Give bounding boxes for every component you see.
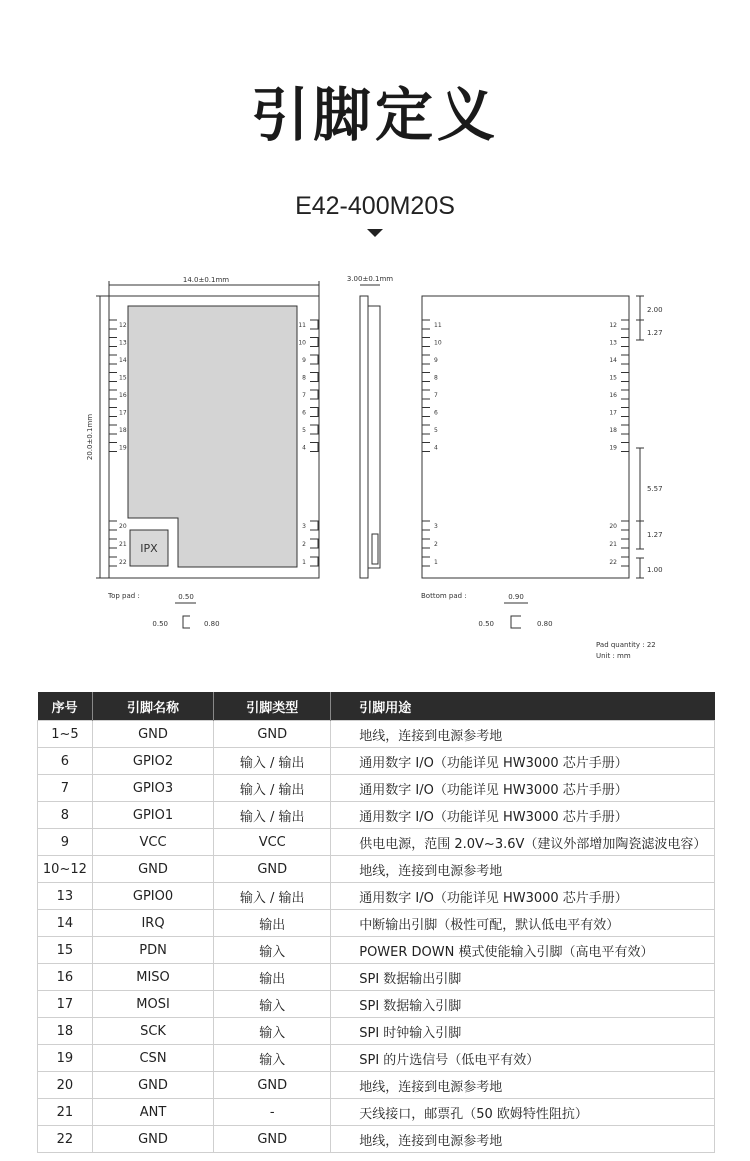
cell-index: 6	[38, 748, 93, 775]
cell-index: 18	[38, 1018, 93, 1045]
pin-pad	[109, 521, 117, 530]
cell-index: 19	[38, 1045, 93, 1072]
cell-index: 13	[38, 883, 93, 910]
pin-pad	[422, 408, 430, 417]
table-row	[38, 748, 715, 775]
pin-pad	[109, 390, 117, 399]
pin-number-label: 7	[302, 392, 306, 399]
cell-pin-type: 输入 / 输出	[214, 883, 331, 910]
top-pad-width-label: 0.50	[178, 593, 194, 601]
pin-number-label: 3	[302, 523, 306, 530]
pin-pad	[109, 443, 117, 452]
table-row	[38, 1126, 715, 1153]
bottom-view-outline	[422, 296, 629, 578]
cell-pin-usage: 通用数字 I/O（功能详见 HW3000 芯片手册）	[331, 883, 715, 910]
cell-pin-type: VCC	[214, 829, 331, 856]
pin-number-label: 20	[609, 523, 617, 530]
table-row	[38, 910, 715, 937]
pin-number-label: 14	[119, 357, 127, 364]
table-row	[38, 856, 715, 883]
pin-number-label: 14	[609, 357, 617, 364]
pin-number-label: 16	[119, 392, 127, 399]
table-row	[38, 964, 715, 991]
pin-pad	[422, 521, 430, 530]
cell-pin-name: GPIO0	[92, 883, 213, 910]
table-row	[38, 1045, 715, 1072]
cell-pin-usage: 地线，连接到电源参考地	[331, 856, 715, 883]
pin-number-label: 22	[119, 559, 127, 566]
cell-pin-name: CSN	[92, 1045, 213, 1072]
cell-pin-type: 输入 / 输出	[214, 748, 331, 775]
table-row	[38, 1099, 715, 1126]
header-pin-type: 引脚类型	[214, 692, 331, 721]
cell-pin-usage: POWER DOWN 模式使能输入引脚（高电平有效）	[331, 937, 715, 964]
pin-number-label: 21	[119, 541, 127, 548]
pin-pad	[310, 425, 318, 434]
bottom-pad-side-label: 0.50	[478, 620, 494, 628]
model-name: E42-400M20S	[295, 192, 455, 220]
cell-index: 10~12	[38, 856, 93, 883]
pin-pad	[109, 557, 117, 566]
pin-number-label: 9	[302, 357, 306, 364]
top-pad-label: Top pad :	[108, 592, 140, 600]
cell-index: 14	[38, 910, 93, 937]
pin-number-label: 13	[119, 339, 127, 347]
ipx-label: IPX	[140, 542, 158, 555]
pin-number-label: 13	[609, 339, 617, 347]
cell-index: 8	[38, 802, 93, 829]
pin-pad	[621, 408, 629, 417]
pin-pad	[621, 355, 629, 364]
pin-pad	[310, 355, 318, 364]
pin-number-label: 7	[434, 392, 438, 399]
vertical-dim-label: 1.00	[647, 566, 663, 574]
cell-pin-name: ANT	[92, 1099, 213, 1126]
header-index: 序号	[38, 692, 93, 721]
pin-number-label: 12	[119, 322, 127, 329]
cell-pin-type: 输入	[214, 1018, 331, 1045]
cell-pin-name: VCC	[92, 829, 213, 856]
cell-pin-name: PDN	[92, 937, 213, 964]
cell-pin-type: GND	[214, 856, 331, 883]
pin-pad	[109, 425, 117, 434]
pin-number-label: 3	[434, 523, 438, 530]
cell-pin-name: IRQ	[92, 910, 213, 937]
pin-pad	[310, 338, 318, 347]
width-dimension-label: 14.0±0.1mm	[182, 276, 230, 284]
cell-pin-name: GPIO3	[92, 775, 213, 802]
pin-number-label: 10	[298, 339, 306, 347]
cell-pin-type: 输出	[214, 964, 331, 991]
vertical-dim-label: 5.57	[647, 485, 663, 493]
pin-pad	[109, 408, 117, 417]
pin-pad	[621, 390, 629, 399]
table-row	[38, 775, 715, 802]
table-row	[38, 1018, 715, 1045]
pin-pad	[310, 373, 318, 382]
table-row	[38, 829, 715, 856]
pin-number-label: 20	[119, 523, 127, 530]
cell-index: 15	[38, 937, 93, 964]
pin-pad	[310, 390, 318, 399]
top-pad-side-label: 0.50	[152, 620, 168, 628]
pin-pad	[109, 338, 117, 347]
pin-number-label: 9	[434, 357, 438, 364]
table-row	[38, 721, 715, 748]
cell-pin-name: GPIO1	[92, 802, 213, 829]
pin-pad	[621, 557, 629, 566]
table-header-row	[38, 692, 715, 721]
pin-pad	[310, 443, 318, 452]
pin-pad	[109, 373, 117, 382]
pin-pad	[621, 373, 629, 382]
cell-index: 16	[38, 964, 93, 991]
pin-pad	[109, 355, 117, 364]
cell-pin-usage: SPI 的片选信号（低电平有效）	[331, 1045, 715, 1072]
pin-number-label: 11	[434, 322, 442, 329]
pin-number-label: 15	[609, 374, 617, 382]
table-row	[38, 991, 715, 1018]
pin-number-label: 16	[609, 392, 617, 399]
pin-pad	[109, 320, 117, 329]
pin-pad	[422, 443, 430, 452]
pin-pad	[422, 557, 430, 566]
cell-pin-type: 输入 / 输出	[214, 775, 331, 802]
bottom-pad-width-label: 0.90	[508, 593, 524, 601]
pin-pad	[621, 338, 629, 347]
cell-pin-name: GND	[92, 856, 213, 883]
pin-number-label: 1	[434, 559, 438, 566]
cell-index: 1~5	[38, 721, 93, 748]
side-view-ipx	[372, 534, 378, 564]
pin-pad	[422, 373, 430, 382]
vertical-dim-label: 1.27	[647, 329, 663, 337]
cell-pin-type: 输出	[214, 910, 331, 937]
cell-pin-usage: 天线接口，邮票孔（50 欧姆特性阻抗）	[331, 1099, 715, 1126]
pin-number-label: 1	[302, 559, 306, 566]
bottom-pad-shape	[511, 616, 521, 628]
pin-pad	[310, 539, 318, 548]
thickness-dimension-label: 3.00±0.1mm	[346, 275, 394, 283]
cell-pin-usage: SPI 数据输入引脚	[331, 991, 715, 1018]
table-row	[38, 802, 715, 829]
cell-pin-name: SCK	[92, 1018, 213, 1045]
pin-number-label: 2	[434, 541, 438, 548]
pin-pad	[422, 425, 430, 434]
pin-number-label: 21	[609, 541, 617, 548]
pin-number-label: 19	[609, 444, 617, 452]
cell-pin-usage: 地线，连接到电源参考地	[331, 721, 715, 748]
table-row	[38, 883, 715, 910]
pin-number-label: 12	[609, 322, 617, 329]
pin-number-label: 5	[434, 427, 438, 434]
cell-pin-type: 输入	[214, 1045, 331, 1072]
pin-number-label: 15	[119, 374, 127, 382]
bottom-pad-label: Bottom pad :	[421, 592, 467, 600]
cell-pin-usage: SPI 时钟输入引脚	[331, 1018, 715, 1045]
pin-pad	[109, 539, 117, 548]
height-dimension-label: 20.0±0.1mm	[86, 413, 94, 461]
bottom-pad-height-label: 0.80	[537, 620, 553, 628]
pin-pad	[422, 390, 430, 399]
pin-pad	[422, 338, 430, 347]
pin-number-label: 4	[434, 444, 438, 452]
pin-pad	[310, 521, 318, 530]
cell-pin-usage: 中断输出引脚（极性可配，默认低电平有效）	[331, 910, 715, 937]
shield-area	[128, 306, 297, 567]
module-dimension-diagram	[0, 262, 750, 672]
pin-number-label: 5	[302, 427, 306, 434]
cell-pin-usage: 通用数字 I/O（功能详见 HW3000 芯片手册）	[331, 748, 715, 775]
pin-number-label: 17	[609, 409, 617, 417]
pin-pad	[621, 521, 629, 530]
pin-number-label: 6	[434, 409, 438, 417]
cell-pin-usage: 通用数字 I/O（功能详见 HW3000 芯片手册）	[331, 775, 715, 802]
table-row	[38, 1072, 715, 1099]
cell-index: 7	[38, 775, 93, 802]
pin-number-label: 8	[302, 374, 306, 382]
pin-number-label: 18	[609, 427, 617, 434]
cell-pin-name: MISO	[92, 964, 213, 991]
header-pin-name: 引脚名称	[92, 692, 213, 721]
cell-pin-type: GND	[214, 1126, 331, 1153]
pin-number-label: 17	[119, 409, 127, 417]
cell-index: 20	[38, 1072, 93, 1099]
pin-pad	[422, 320, 430, 329]
pin-pad	[422, 355, 430, 364]
cell-index: 9	[38, 829, 93, 856]
pin-pad	[621, 320, 629, 329]
top-pad-shape	[183, 616, 190, 628]
cell-pin-type: 输入 / 输出	[214, 802, 331, 829]
pin-number-label: 6	[302, 409, 306, 417]
down-arrow-icon	[367, 229, 383, 237]
pin-pad	[621, 539, 629, 548]
pin-pad	[621, 425, 629, 434]
pin-pad	[310, 320, 318, 329]
page-title: 引脚定义	[250, 81, 499, 149]
pad-quantity-label: Pad quantity : 22	[596, 641, 656, 649]
cell-index: 17	[38, 991, 93, 1018]
cell-pin-name: MOSI	[92, 991, 213, 1018]
cell-pin-name: GND	[92, 721, 213, 748]
pin-definition-table	[37, 692, 715, 1153]
cell-pin-type: 输入	[214, 937, 331, 964]
pin-number-label: 4	[302, 444, 306, 452]
cell-pin-usage: SPI 数据输出引脚	[331, 964, 715, 991]
cell-pin-usage: 地线，连接到电源参考地	[331, 1126, 715, 1153]
cell-pin-type: GND	[214, 721, 331, 748]
cell-pin-type: GND	[214, 1072, 331, 1099]
cell-pin-name: GND	[92, 1126, 213, 1153]
cell-pin-usage: 通用数字 I/O（功能详见 HW3000 芯片手册）	[331, 802, 715, 829]
table-row	[38, 937, 715, 964]
pin-pad	[621, 443, 629, 452]
pin-pad	[422, 539, 430, 548]
cell-pin-name: GPIO2	[92, 748, 213, 775]
cell-pin-usage: 供电电源，范围 2.0V~3.6V（建议外部增加陶瓷滤波电容）	[331, 829, 715, 856]
cell-pin-type: -	[214, 1099, 331, 1126]
vertical-dim-label: 2.00	[647, 306, 663, 314]
cell-pin-usage: 地线，连接到电源参考地	[331, 1072, 715, 1099]
pin-pad	[310, 408, 318, 417]
header-pin-usage: 引脚用途	[331, 692, 715, 721]
vertical-dim-label: 1.27	[647, 531, 663, 539]
side-view-shield	[368, 306, 380, 568]
pin-number-label: 2	[302, 541, 306, 548]
pin-number-label: 10	[434, 339, 442, 347]
cell-pin-name: GND	[92, 1072, 213, 1099]
top-pad-height-label: 0.80	[204, 620, 220, 628]
cell-index: 22	[38, 1126, 93, 1153]
side-view-pcb	[360, 296, 368, 578]
unit-label: Unit : mm	[596, 652, 631, 660]
pin-number-label: 19	[119, 444, 127, 452]
pin-pad	[310, 557, 318, 566]
pin-number-label: 22	[609, 559, 617, 566]
pin-number-label: 18	[119, 427, 127, 434]
cell-index: 21	[38, 1099, 93, 1126]
pin-number-label: 11	[298, 322, 306, 329]
cell-pin-type: 输入	[214, 991, 331, 1018]
pin-number-label: 8	[434, 374, 438, 382]
